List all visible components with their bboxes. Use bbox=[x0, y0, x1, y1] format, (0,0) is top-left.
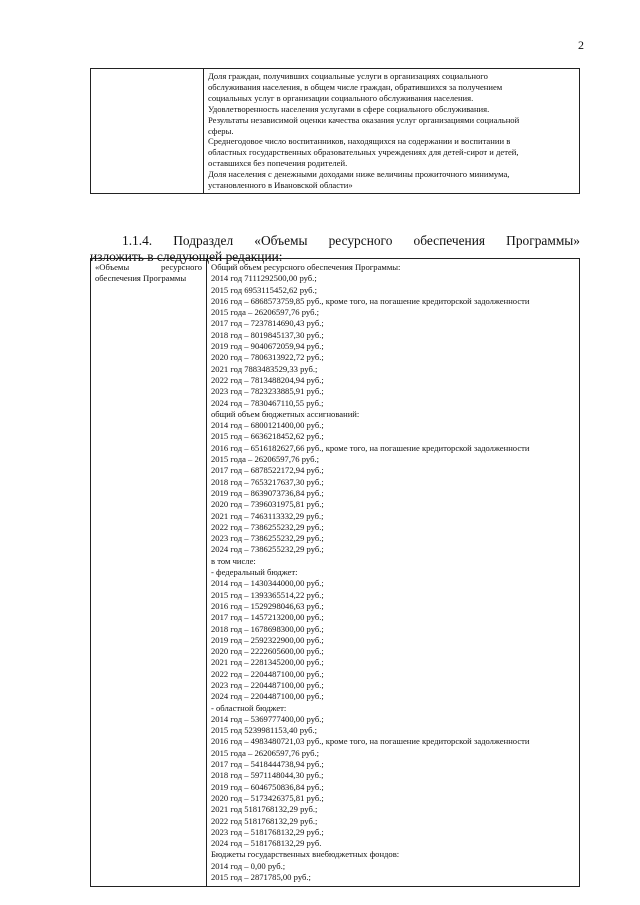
text-line: оставшихся без попечения родителей. bbox=[208, 158, 348, 169]
text-line: 2023 год – 2204487100,00 руб.; bbox=[211, 679, 324, 690]
text-line: обслуживания населения, в общем числе граждан, обратившихся за получением bbox=[208, 81, 503, 92]
page-number: 2 bbox=[578, 38, 584, 52]
heading-line: 1.1.4. Подраздел «Объемы ресурсного обеспечения Программы» bbox=[122, 233, 580, 248]
heading-line: изложить в следующей редакции: bbox=[90, 249, 283, 264]
text-line: 2024 год – 7830467110,55 руб.; bbox=[211, 397, 324, 408]
text-line: 2023 год – 5181768132,29 руб.; bbox=[211, 826, 324, 837]
text-line: социальных услуг в организации социального обслуживания населения. bbox=[208, 92, 474, 103]
text-line: 2017 год – 5418444738,94 руб.; bbox=[211, 759, 324, 770]
text-line: 2022 год – 2204487100,00 руб.; bbox=[211, 668, 324, 679]
resources-table bbox=[90, 258, 580, 887]
text-line: 2018 год – 7653217637,30 руб.; bbox=[211, 476, 324, 487]
text-line: 2016 год – 6516182627,66 руб., кроме того, на погашение кредиторской задолженности bbox=[211, 442, 530, 453]
text-line: 2022 год 5181768132,29 руб.; bbox=[211, 815, 318, 826]
indicators-table bbox=[90, 68, 580, 194]
text-line: Удовлетворенность населения услугами в сфере социального обслуживания. bbox=[208, 103, 490, 114]
text-line: 2018 год – 8019845137,30 руб.; bbox=[211, 329, 324, 340]
resources-label-cell bbox=[91, 259, 207, 887]
text-line: 2023 год – 7386255232,29 руб.; bbox=[211, 533, 324, 544]
text-line: 2019 год – 6046750836,84 руб.; bbox=[211, 781, 324, 792]
table-row bbox=[91, 69, 580, 194]
resources-label: «Объемы ресурсного обеспечения Программы bbox=[95, 262, 202, 284]
text-line: 2022 год – 7813488204,94 руб.; bbox=[211, 374, 324, 385]
text-line: 2015 год 6953115452,62 руб.; bbox=[211, 284, 318, 295]
table-cell-empty bbox=[91, 69, 204, 194]
text-line: 2015 год 5239981153,40 руб.; bbox=[211, 725, 318, 736]
text-line: 2015 год – 2871785,00 руб.; bbox=[211, 872, 311, 883]
text-line: 2023 год – 7823233885,91 руб.; bbox=[211, 386, 324, 397]
text-line: - областной бюджет: bbox=[211, 702, 287, 713]
text-line: - федеральный бюджет: bbox=[211, 567, 298, 578]
text-line: 2024 год – 2204487100,00 руб.; bbox=[211, 691, 324, 702]
text-line: 2022 год – 7386255232,29 руб.; bbox=[211, 521, 324, 532]
text-line: 2014 год – 5369777400,00 руб.; bbox=[211, 713, 324, 724]
text-line: 2020 год – 5173426375,81 руб.; bbox=[211, 792, 324, 803]
text-line: 2015 год – 6636218452,62 руб.; bbox=[211, 431, 324, 442]
text-line: 2020 год – 7396031975,81 руб.; bbox=[211, 499, 324, 510]
text-line: 2015 года – 26206597,76 руб.; bbox=[211, 307, 320, 318]
text-line: 2021 год – 7463113332,29 руб.; bbox=[211, 510, 324, 521]
text-line: общий объем бюджетных ассигнований: bbox=[211, 408, 360, 419]
text-line: 2024 год – 5181768132,29 руб. bbox=[211, 838, 322, 849]
table-row bbox=[91, 259, 580, 887]
text-line: 2014 год – 6800121400,00 руб.; bbox=[211, 420, 324, 431]
text-line: 2017 год – 6878522172,94 руб.; bbox=[211, 465, 324, 476]
text-line: 2016 год – 1529298046,63 руб.; bbox=[211, 600, 324, 611]
indicators-cell bbox=[204, 69, 580, 194]
text-line: 2018 год – 5971148044,30 руб.; bbox=[211, 770, 324, 781]
text-line: Доля граждан, получивших социальные услуги в организациях социального bbox=[208, 71, 488, 81]
text-line: 2014 год 7111292500,00 руб.; bbox=[211, 273, 317, 284]
text-line: 2016 год – 4983480721,03 руб., кроме того, на погашение кредиторской задолженности bbox=[211, 736, 530, 747]
text-line: 2019 год – 2592322900,00 руб.; bbox=[211, 634, 324, 645]
text-line: 2016 год – 6868573759,85 руб., кроме того, на погашение кредиторской задолженности bbox=[211, 295, 530, 306]
text-line: 2014 год – 0,00 руб.; bbox=[211, 860, 286, 871]
text-line: Среднегодовое число воспитанников, находящихся на содержании и воспитании в bbox=[208, 136, 511, 147]
text-line: 2015 года – 26206597,76 руб.; bbox=[211, 454, 320, 465]
text-line: сферы. bbox=[208, 125, 234, 136]
text-line: 2015 года – 26206597,76 руб.; bbox=[211, 747, 320, 758]
text-line: 2021 год 7883483529,33 руб.; bbox=[211, 363, 318, 374]
text-line: областных государственных образовательных учреждениях для детей-сирот и детей, bbox=[208, 147, 519, 158]
text-line: 2014 год – 1430344000,00 руб.; bbox=[211, 578, 324, 589]
text-line: 2017 год – 7237814690,43 руб.; bbox=[211, 318, 324, 329]
text-line: 2020 год – 7806313922,72 руб.; bbox=[211, 352, 324, 363]
text-line: 2024 год – 7386255232,29 руб.; bbox=[211, 544, 324, 555]
text-line: Результаты независимой оценки качества оказания услуг организациями социальной bbox=[208, 114, 520, 125]
text-line: 2021 год 5181768132,29 руб.; bbox=[211, 804, 318, 815]
text-line: 2019 год – 8639073736,84 руб.; bbox=[211, 487, 324, 498]
text-line: 2020 год – 2222605600,00 руб.; bbox=[211, 646, 324, 657]
text-line: Доля населения с денежными доходами ниже величины прожиточного минимума, bbox=[208, 169, 510, 180]
text-line: 2018 год – 1678698300,00 руб.; bbox=[211, 623, 324, 634]
resources-values-cell bbox=[207, 259, 580, 887]
text-line: 2017 год – 1457213200,00 руб.; bbox=[211, 612, 324, 623]
text-line: Бюджеты государственных внебюджетных фондов: bbox=[211, 849, 400, 860]
text-line: 2021 год – 2281345200,00 руб.; bbox=[211, 657, 324, 668]
text-line: Общий объем ресурсного обеспечения Программы: bbox=[211, 262, 401, 272]
text-line: в том числе: bbox=[211, 555, 256, 566]
text-line: 2019 год – 9040672059,94 руб.; bbox=[211, 341, 324, 352]
text-line: установленного в Ивановской области» bbox=[208, 180, 353, 191]
text-line: 2015 год – 1393365514,22 руб.; bbox=[211, 589, 324, 600]
